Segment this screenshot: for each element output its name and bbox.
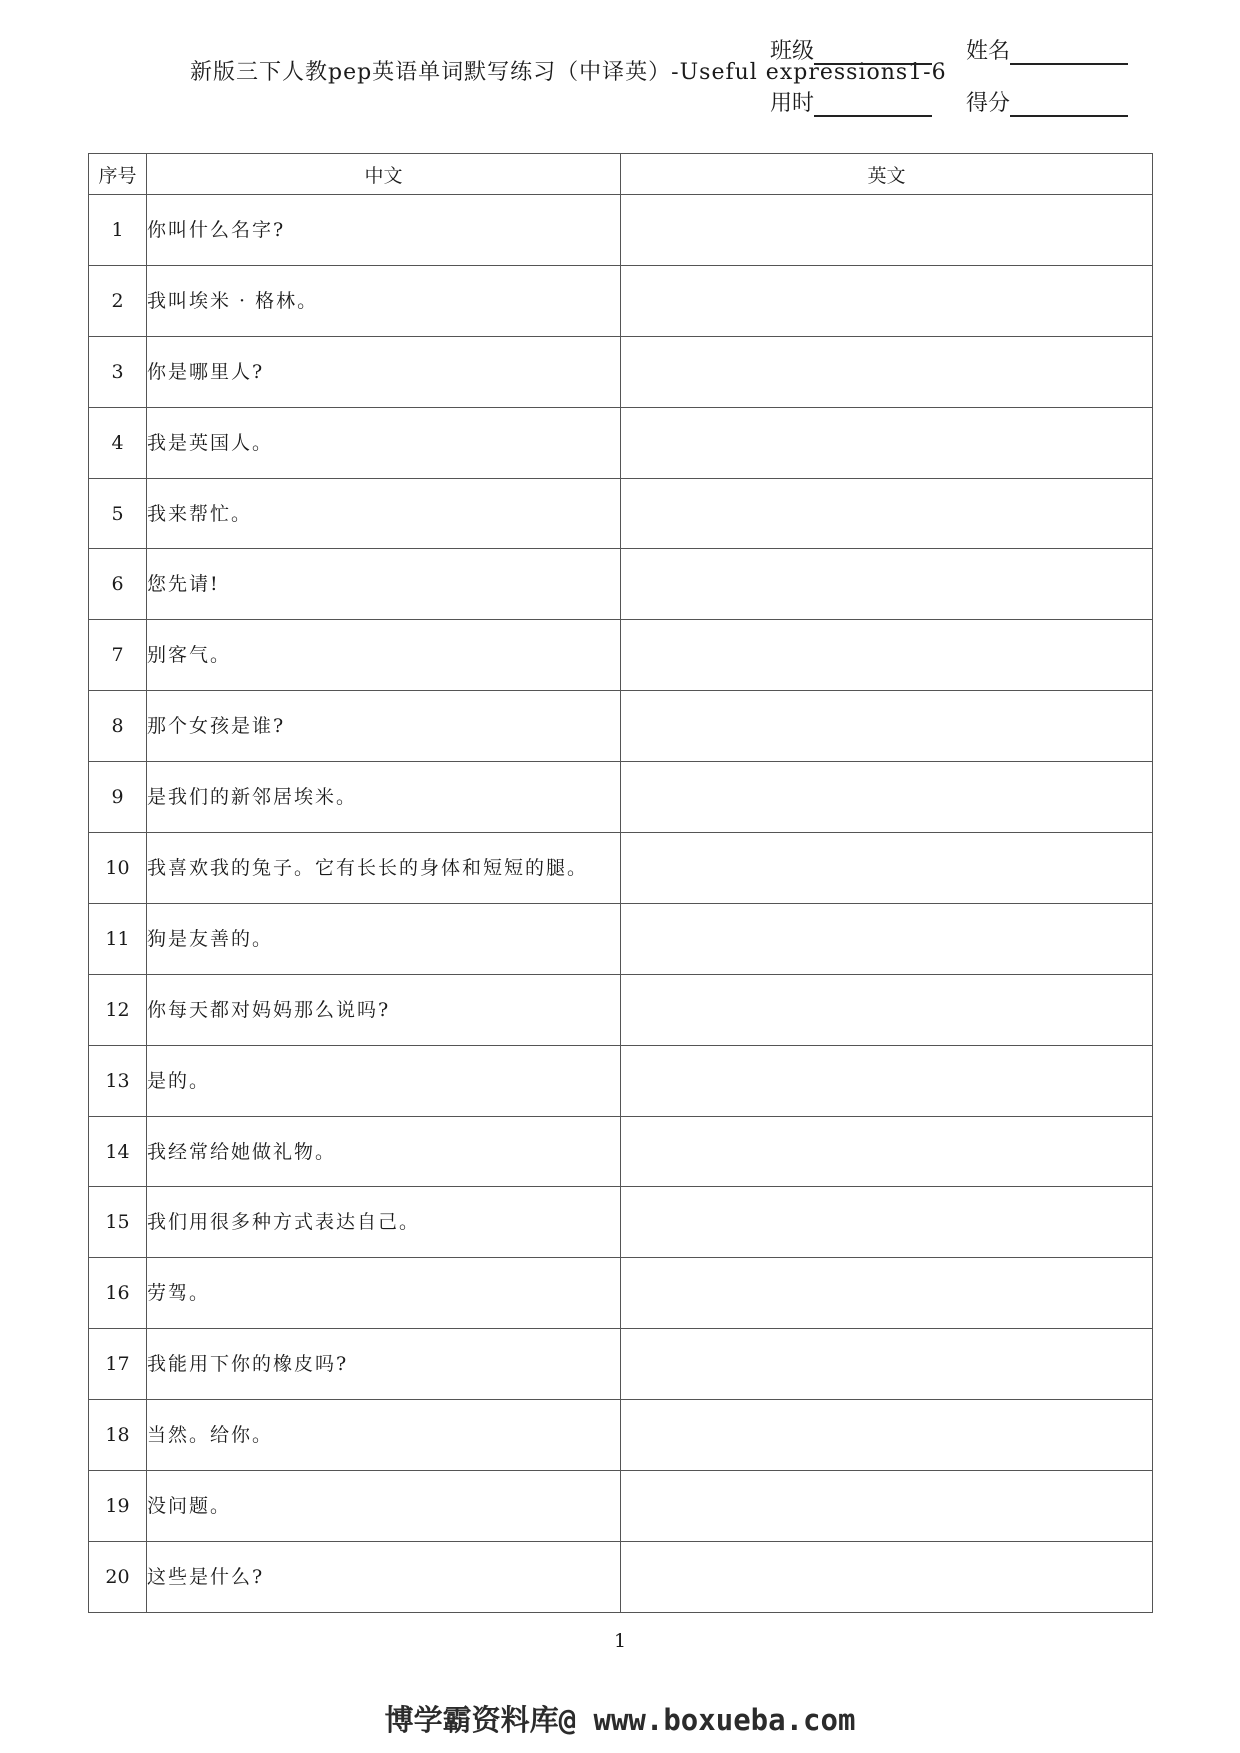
table-header-row	[89, 154, 1153, 195]
english-answer-cell[interactable]	[621, 903, 1153, 974]
table-row	[89, 1471, 1153, 1542]
chinese-prompt: 是我们的新邻居埃米。	[147, 762, 621, 833]
table-row	[89, 620, 1153, 691]
english-answer-cell[interactable]	[621, 833, 1153, 904]
table-row	[89, 833, 1153, 904]
time-field	[770, 86, 932, 117]
table-row	[89, 1116, 1153, 1187]
row-number: 3	[89, 336, 147, 407]
dictation-table	[88, 153, 1153, 1613]
chinese-prompt: 没问题。	[147, 1471, 621, 1542]
table-row	[89, 1400, 1153, 1471]
row-number: 11	[89, 903, 147, 974]
watermark: 博学霸资料库@ www.boxueba.com	[384, 1703, 856, 1737]
english-answer-cell[interactable]	[621, 1541, 1153, 1612]
column-header-chinese: 中文	[147, 154, 621, 195]
table-row	[89, 336, 1153, 407]
chinese-prompt: 我经常给她做礼物。	[147, 1116, 621, 1187]
time-label: 用时	[770, 91, 815, 116]
row-number: 20	[89, 1541, 147, 1612]
row-number: 16	[89, 1258, 147, 1329]
table-row	[89, 974, 1153, 1045]
table-row	[89, 1541, 1153, 1612]
english-answer-cell[interactable]	[621, 478, 1153, 549]
chinese-prompt: 你每天都对妈妈那么说吗?	[147, 974, 621, 1045]
chinese-prompt: 狗是友善的。	[147, 903, 621, 974]
row-number: 8	[89, 691, 147, 762]
english-answer-cell[interactable]	[621, 336, 1153, 407]
name-blank[interactable]	[1010, 39, 1128, 65]
column-header-number: 序号	[89, 154, 147, 195]
english-answer-cell[interactable]	[621, 1329, 1153, 1400]
score-field	[966, 86, 1128, 117]
name-label: 姓名	[966, 39, 1011, 64]
column-header-english: 英文	[621, 154, 1153, 195]
table-row	[89, 265, 1153, 336]
english-answer-cell[interactable]	[621, 1471, 1153, 1542]
chinese-prompt: 当然。给你。	[147, 1400, 621, 1471]
english-answer-cell[interactable]	[621, 1187, 1153, 1258]
chinese-prompt: 您先请!	[147, 549, 621, 620]
row-number: 2	[89, 265, 147, 336]
row-number: 9	[89, 762, 147, 833]
chinese-prompt: 那个女孩是谁?	[147, 691, 621, 762]
english-answer-cell[interactable]	[621, 1400, 1153, 1471]
english-answer-cell[interactable]	[621, 620, 1153, 691]
class-label: 班级	[770, 39, 815, 64]
chinese-prompt: 我是英国人。	[147, 407, 621, 478]
row-number: 14	[89, 1116, 147, 1187]
table-row	[89, 1187, 1153, 1258]
chinese-prompt: 别客气。	[147, 620, 621, 691]
table-row	[89, 478, 1153, 549]
class-field	[770, 34, 932, 65]
english-answer-cell[interactable]	[621, 549, 1153, 620]
table-row	[89, 903, 1153, 974]
english-answer-cell[interactable]	[621, 974, 1153, 1045]
chinese-prompt: 你叫什么名字?	[147, 195, 621, 266]
english-answer-cell[interactable]	[621, 762, 1153, 833]
row-number: 10	[89, 833, 147, 904]
chinese-prompt: 劳驾。	[147, 1258, 621, 1329]
chinese-prompt: 这些是什么?	[147, 1541, 621, 1612]
table-row	[89, 407, 1153, 478]
class-blank[interactable]	[814, 39, 932, 65]
table-row	[89, 1329, 1153, 1400]
score-blank[interactable]	[1010, 91, 1128, 117]
row-number: 7	[89, 620, 147, 691]
time-blank[interactable]	[814, 91, 932, 117]
row-number: 18	[89, 1400, 147, 1471]
chinese-prompt: 你是哪里人?	[147, 336, 621, 407]
page-number: 1	[613, 1630, 627, 1652]
english-answer-cell[interactable]	[621, 195, 1153, 266]
chinese-prompt: 我们用很多种方式表达自己。	[147, 1187, 621, 1258]
chinese-prompt: 我来帮忙。	[147, 478, 621, 549]
english-answer-cell[interactable]	[621, 1258, 1153, 1329]
english-answer-cell[interactable]	[621, 1045, 1153, 1116]
chinese-prompt: 我能用下你的橡皮吗?	[147, 1329, 621, 1400]
row-number: 17	[89, 1329, 147, 1400]
chinese-prompt: 是的。	[147, 1045, 621, 1116]
table-row	[89, 691, 1153, 762]
score-label: 得分	[966, 91, 1011, 116]
english-answer-cell[interactable]	[621, 691, 1153, 762]
english-answer-cell[interactable]	[621, 265, 1153, 336]
row-number: 13	[89, 1045, 147, 1116]
row-number: 15	[89, 1187, 147, 1258]
table-row	[89, 1045, 1153, 1116]
worksheet-title: 新版三下人教pep英语单词默写练习（中译英）-Useful expressions1-6	[190, 60, 947, 85]
chinese-prompt: 我叫埃米 · 格林。	[147, 265, 621, 336]
english-answer-cell[interactable]	[621, 1116, 1153, 1187]
table-row	[89, 549, 1153, 620]
table-row	[89, 195, 1153, 266]
row-number: 5	[89, 478, 147, 549]
row-number: 1	[89, 195, 147, 266]
table-row	[89, 1258, 1153, 1329]
row-number: 12	[89, 974, 147, 1045]
table-row	[89, 762, 1153, 833]
row-number: 6	[89, 549, 147, 620]
name-field	[966, 34, 1128, 65]
row-number: 19	[89, 1471, 147, 1542]
row-number: 4	[89, 407, 147, 478]
chinese-prompt: 我喜欢我的兔子。它有长长的身体和短短的腿。	[147, 833, 621, 904]
english-answer-cell[interactable]	[621, 407, 1153, 478]
